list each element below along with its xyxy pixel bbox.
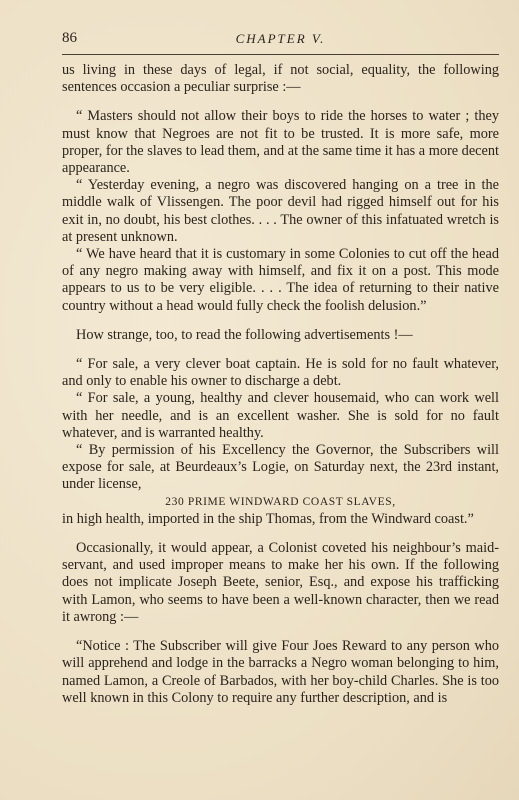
- quote-paragraph: “ We have heard that it is customary in some Colonies to cut off the head of any negro making away with himself, and fix it on a post. This mode appears to us to be very eligible. . . . The idea of returning to their native country without a head would fully check the foolish delusion.”: [62, 246, 499, 314]
- paragraph: How strange, too, to read the following advertisements !—: [76, 326, 413, 343]
- chapter-title: CHAPTER V.: [235, 31, 326, 46]
- header-rule: [62, 54, 499, 55]
- page-header: [62, 30, 499, 50]
- notice-paragraph: “Notice : The Subscriber will give Four Joes Reward to any person who will apprehend and lodge in the barracks a Negro woman belonging to him, named Lamon, a Creole of Barbados, with her boy-child Charles. She is too well known in this Colony to require any further description, and is: [62, 638, 499, 706]
- advertisement-paragraph: “ By permission of his Excellency the Governor, the Subscribers will expose for sale, at Beurdeaux’s Logie, on Saturday next, the 23rd instant, under license,: [62, 442, 499, 493]
- paragraph: Occasionally, it would appear, a Colonist coveted his neighbour’s maid-servant, and used improper means to make her his own. If the following does not implicate Joseph Beete, senior, Esq., and expose his trafficking with Lamon, who seems to have been a well-known character, then we read it awrong :—: [62, 540, 499, 625]
- advertisement-paragraph: in high health, imported in the ship Thomas, from the Windward coast.”: [62, 510, 474, 527]
- advertisement-heading: 230 PRIME WINDWARD COAST SLAVES,: [165, 495, 396, 508]
- advertisement-paragraph: “ For sale, a young, healthy and clever housemaid, who can work well with her needle, and is an excellent washer. She is sold for no fault whatever, and is warranted healthy.: [62, 390, 499, 441]
- page-number: 86: [62, 30, 77, 46]
- quote-paragraph: “ Masters should not allow their boys to ride the horses to water ; they must know that Negroes are not fit to be trusted. It is more safe, more proper, for the slaves to lead them, and at the same time it has a more decent appearance.: [62, 108, 499, 177]
- quote-paragraph: “ Yesterday evening, a negro was discovered hanging on a tree in the middle walk of Vlissengen. The poor devil had rigged himself out for his exit in, no doubt, his best clothes. . . . The owner of this infatuated wretch is at present unknown.: [62, 177, 499, 245]
- advertisement-paragraph: “ For sale, a very clever boat captain. He is sold for no fault whatever, and only to enable his owner to discharge a debt.: [62, 356, 499, 390]
- paragraph-continuation: us living in these days of legal, if not social, equality, the following sentences occasion a peculiar surprise :—: [62, 62, 499, 96]
- body-text: [62, 62, 499, 707]
